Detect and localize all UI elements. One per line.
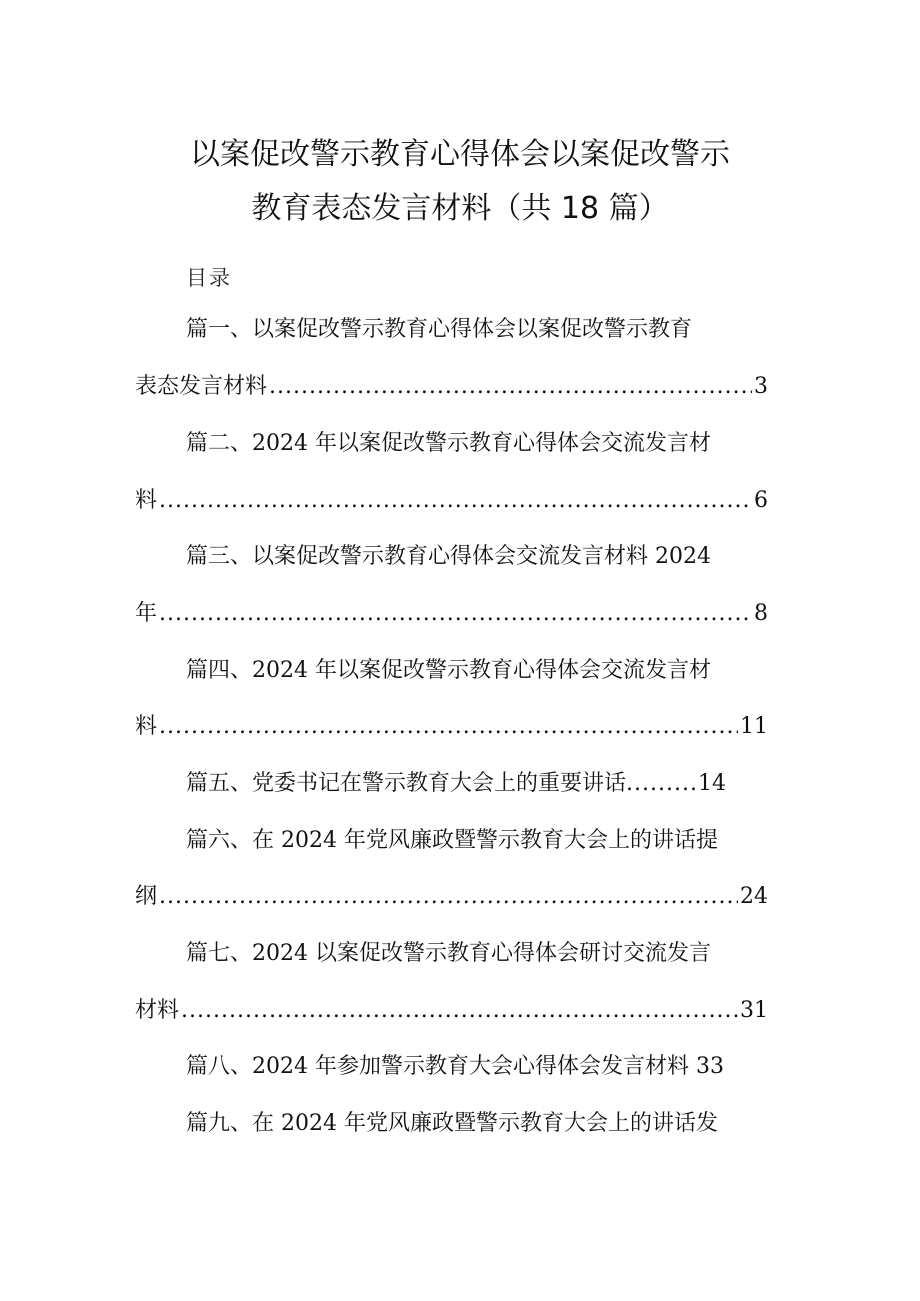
toc-entry-3[interactable]: 篇三、以案促改警示教育心得体会交流发言材料 2024: [186, 544, 711, 569]
toc-entry-6[interactable]: 篇六、在 2024 年党风廉政暨警示教育大会上的讲话提: [186, 828, 718, 853]
toc-entry-6-page: 24: [740, 884, 768, 909]
toc-entry-5-text: 篇五、党委书记在警示教育大会上的重要讲话: [186, 771, 627, 796]
toc-leader-dots: [159, 882, 738, 912]
toc-entry-3-page: 8: [754, 601, 768, 626]
toc-entry-6-cont-text: 纲: [135, 884, 158, 909]
toc-leader-dots: .........: [626, 771, 698, 796]
toc-entry-2-page: 6: [754, 488, 768, 513]
document-title: [130, 128, 790, 236]
toc-entry-5[interactable]: [186, 769, 726, 799]
toc-entry-1-page: 3: [754, 374, 768, 399]
toc-entry-3-cont[interactable]: [135, 599, 768, 629]
toc-entry-7-cont-text: 材料: [135, 998, 180, 1023]
toc-entry-5-page: 14: [697, 771, 726, 796]
toc-entry-2-cont[interactable]: [135, 486, 768, 516]
toc-entry-2[interactable]: 篇二、2024 年以案促改警示教育心得体会交流发言材: [186, 431, 711, 456]
toc-entry-1-cont[interactable]: [135, 372, 768, 402]
toc-leader-dots: [181, 996, 738, 1026]
toc-label: 目录: [186, 266, 232, 290]
toc-entry-7[interactable]: 篇七、2024 以案促改警示教育心得体会研讨交流发言: [186, 941, 711, 966]
toc-entry-7-page: 31: [740, 998, 768, 1023]
toc-entry-4-cont[interactable]: [135, 712, 768, 742]
toc-entry-2-cont-text: 料: [135, 488, 158, 513]
title-line-2: 教育表态发言材料（共 18 篇）: [251, 191, 669, 226]
title-line-1: 以案促改警示教育心得体会以案促改警示: [190, 137, 730, 172]
toc-entry-9[interactable]: 篇九、在 2024 年党风廉政暨警示教育大会上的讲话发: [186, 1111, 718, 1136]
toc-leader-dots: [159, 599, 752, 629]
toc-entry-4-cont-text: 料: [135, 714, 158, 739]
toc-entry-1-cont-text: 表态发言材料: [135, 374, 268, 399]
toc-entry-8[interactable]: 篇八、2024 年参加警示教育大会心得体会发言材料 33: [186, 1054, 724, 1079]
toc-leader-dots: [269, 372, 752, 402]
toc-entry-4-page: 11: [740, 714, 768, 739]
toc-leader-dots: [159, 486, 752, 516]
toc-entry-7-cont[interactable]: [135, 996, 768, 1026]
toc-entry-3-cont-text: 年: [135, 601, 158, 626]
toc-leader-dots: [159, 712, 738, 742]
toc-entry-6-cont[interactable]: [135, 882, 768, 912]
toc-entry-4[interactable]: 篇四、2024 年以案促改警示教育心得体会交流发言材: [186, 658, 711, 683]
toc-entry-1[interactable]: 篇一、以案促改警示教育心得体会以案促改警示教育: [186, 317, 693, 342]
